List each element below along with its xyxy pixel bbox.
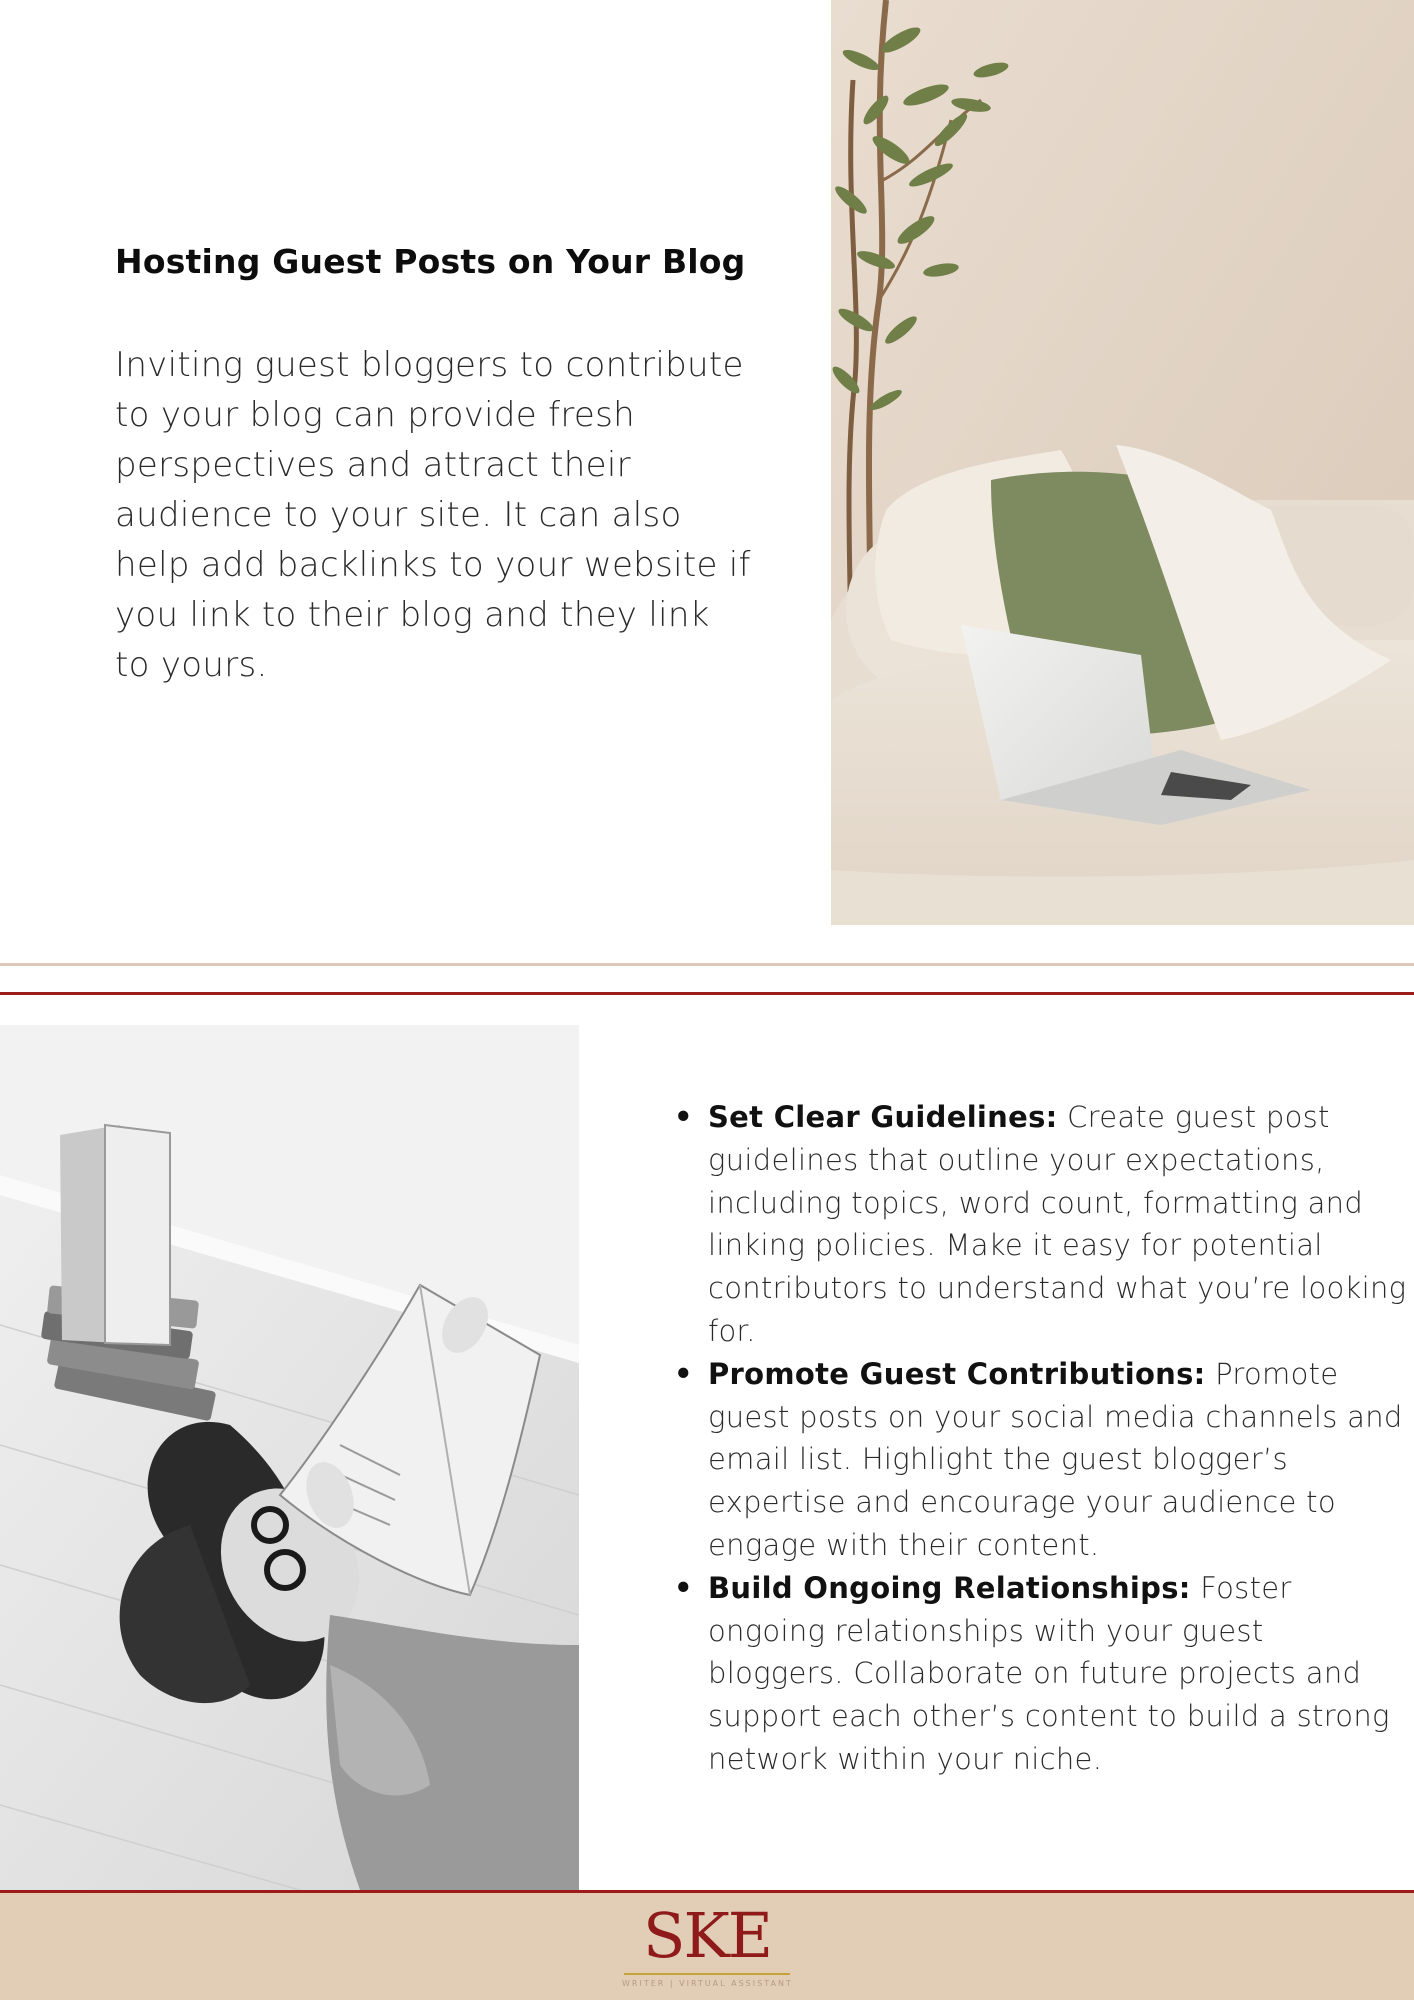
tip-text: Create guest post guidelines that outline your expectations, including topics, word count, formatting and linking policies. Make it easy for potential contributors to understand what you’re looking for. [708,1100,1407,1348]
logo-tagline: WRITER | VIRTUAL ASSISTANT [622,1979,793,1988]
logo-mark: SKE [642,1899,772,1972]
divider-tan [0,963,1414,966]
list-item [674,1353,1408,1567]
footer [0,1893,1414,2000]
tip-title: Promote Guest Contributions: [708,1356,1206,1391]
laptop-sofa-photo [831,0,1414,925]
page-title: Hosting Guest Posts on Your Blog [115,242,746,281]
bullet-icon: • [674,1100,693,1134]
tip-text: Promote guest posts on your social media channels and email list. Highlight the guest blogger’s expertise and encourage your audience to engage with their content. [708,1356,1403,1562]
bullet-icon: • [674,1356,693,1391]
list-item [674,1096,1408,1353]
tip-title: Build Ongoing Relationships: [708,1570,1191,1605]
intro-paragraph: Inviting guest bloggers to contribute to your blog can provide fresh perspectives and attract their audience to your site. It can also help add backlinks to your website if you link to their blog and they link to yours. [115,345,751,685]
intro-section [115,240,755,690]
woman-reading-photo [0,1025,579,1890]
tip-text: Foster ongoing relationships with your guest bloggers. Collaborate on future projects and support each other’s content to build a strong network within your niche. [708,1570,1390,1776]
divider-red [0,992,1414,995]
tips-list [672,1096,1408,1781]
bullet-icon: • [674,1570,693,1605]
logo-underline [624,1973,790,1975]
brand-logo [622,1901,792,1993]
list-item [674,1567,1408,1781]
tip-title: Set Clear Guidelines: [708,1100,1058,1134]
